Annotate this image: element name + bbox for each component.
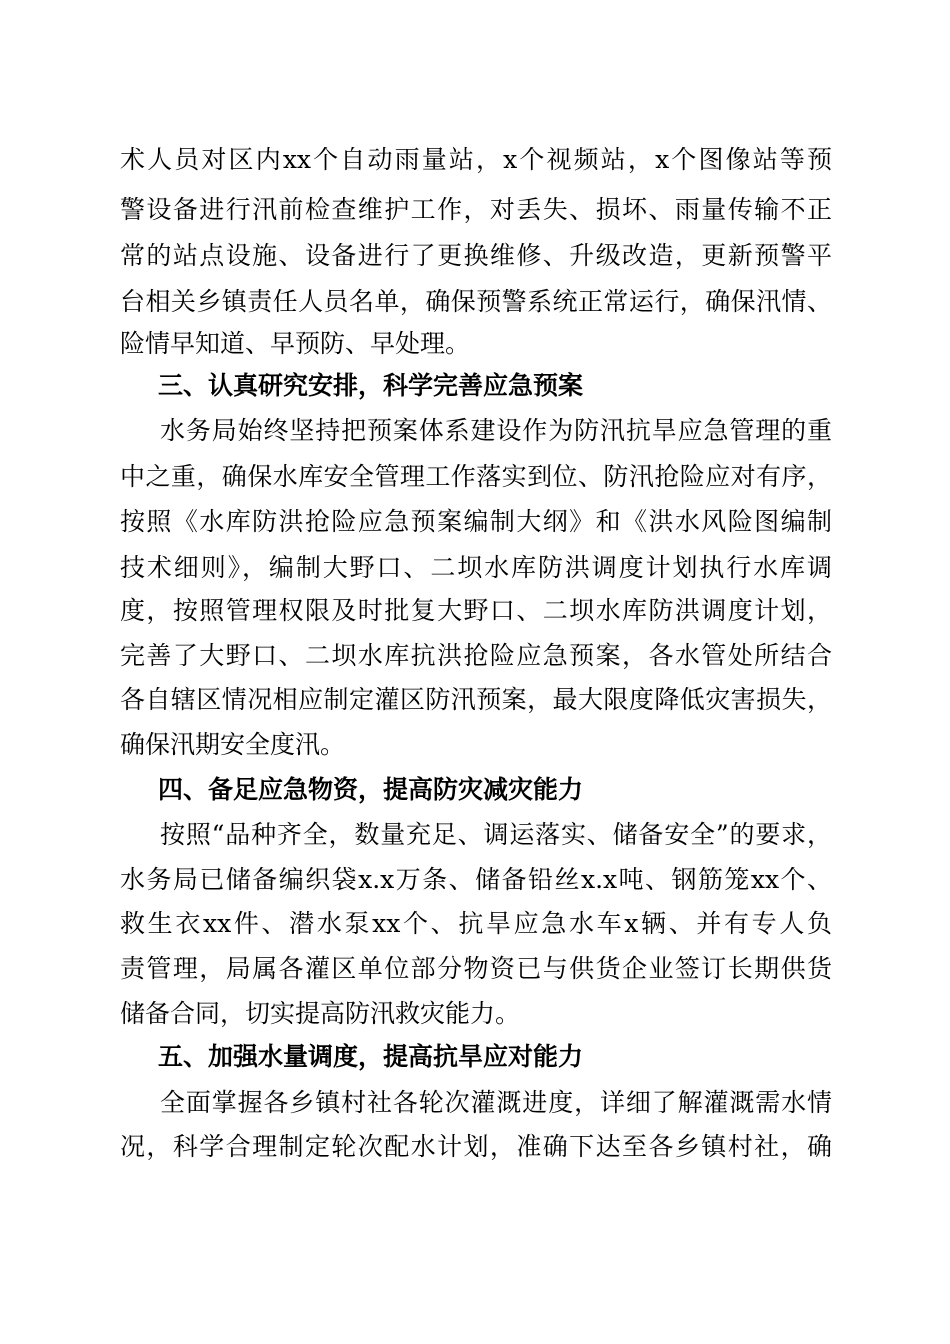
- section-4-line-5: 储备合同，切实提高防汛救灾能力。: [120, 999, 521, 1028]
- section-4-line-3: 救生衣xx件、潜水泵xx个、抗旱应急水车x辆、并有专人负: [120, 909, 832, 938]
- section-5-heading: 五、加强水量调度，提高抗旱应对能力: [158, 1042, 584, 1071]
- section-5-line-1: 全面掌握各乡镇村社各轮次灌溉进度，详细了解灌溉需水情: [160, 1088, 832, 1117]
- section-3-line-4: 技术细则》，编制大野口、二坝水库防洪调度计划执行水库调: [120, 553, 832, 582]
- section-3-line-1: 水务局始终坚持把预案体系建设作为防汛抗旱应急管理的重: [160, 416, 832, 445]
- section-4-heading: 四、备足应急物资，提高防灾减灾能力: [158, 775, 584, 804]
- paragraph-1-line-3: 常的站点设施、设备进行了更换维修、升级改造，更新预警平: [120, 241, 832, 270]
- section-4-line-2: 水务局已储备编织袋x.x万条、储备铅丝x.x吨、钢筋笼xx个、: [120, 865, 832, 894]
- section-3-heading: 三、认真研究安排，科学完善应急预案: [158, 371, 584, 400]
- section-3-line-5: 度，按照管理权限及时批复大野口、二坝水库防洪调度计划，: [120, 596, 832, 625]
- section-3-line-8: 确保汛期安全度汛。: [120, 730, 346, 759]
- paragraph-1-line-2: 警设备进行汛前检查维护工作，对丢失、损坏、雨量传输不正: [120, 195, 832, 224]
- paragraph-1-line-4: 台相关乡镇责任人员名单，确保预警系统正常运行，确保汛情、: [120, 287, 832, 316]
- section-3-line-6: 完善了大野口、二坝水库抗洪抢险应急预案，各水管处所结合: [120, 641, 832, 670]
- section-3-line-7: 各自辖区情况相应制定灌区防汛预案，最大限度降低灾害损失，: [120, 685, 832, 714]
- section-5-line-2: 况，科学合理制定轮次配水计划，准确下达至各乡镇村社，确: [120, 1132, 832, 1161]
- section-3-line-2: 中之重，确保水库安全管理工作落实到位、防汛抢险应对有序，: [120, 462, 832, 491]
- section-4-line-4: 责管理，局属各灌区单位部分物资已与供货企业签订长期供货: [120, 954, 832, 983]
- paragraph-1-line-5: 险情早知道、早预防、早处理。: [120, 329, 471, 358]
- section-3-line-3: 按照《水库防洪抢险应急预案编制大纲》和《洪水风险图编制: [120, 507, 832, 536]
- paragraph-1-line-1: 术人员对区内xx个自动雨量站，x个视频站，x个图像站等预: [120, 145, 832, 174]
- section-4-line-1: 按照“品种齐全，数量充足、调运落实、储备安全”的要求，: [160, 820, 832, 849]
